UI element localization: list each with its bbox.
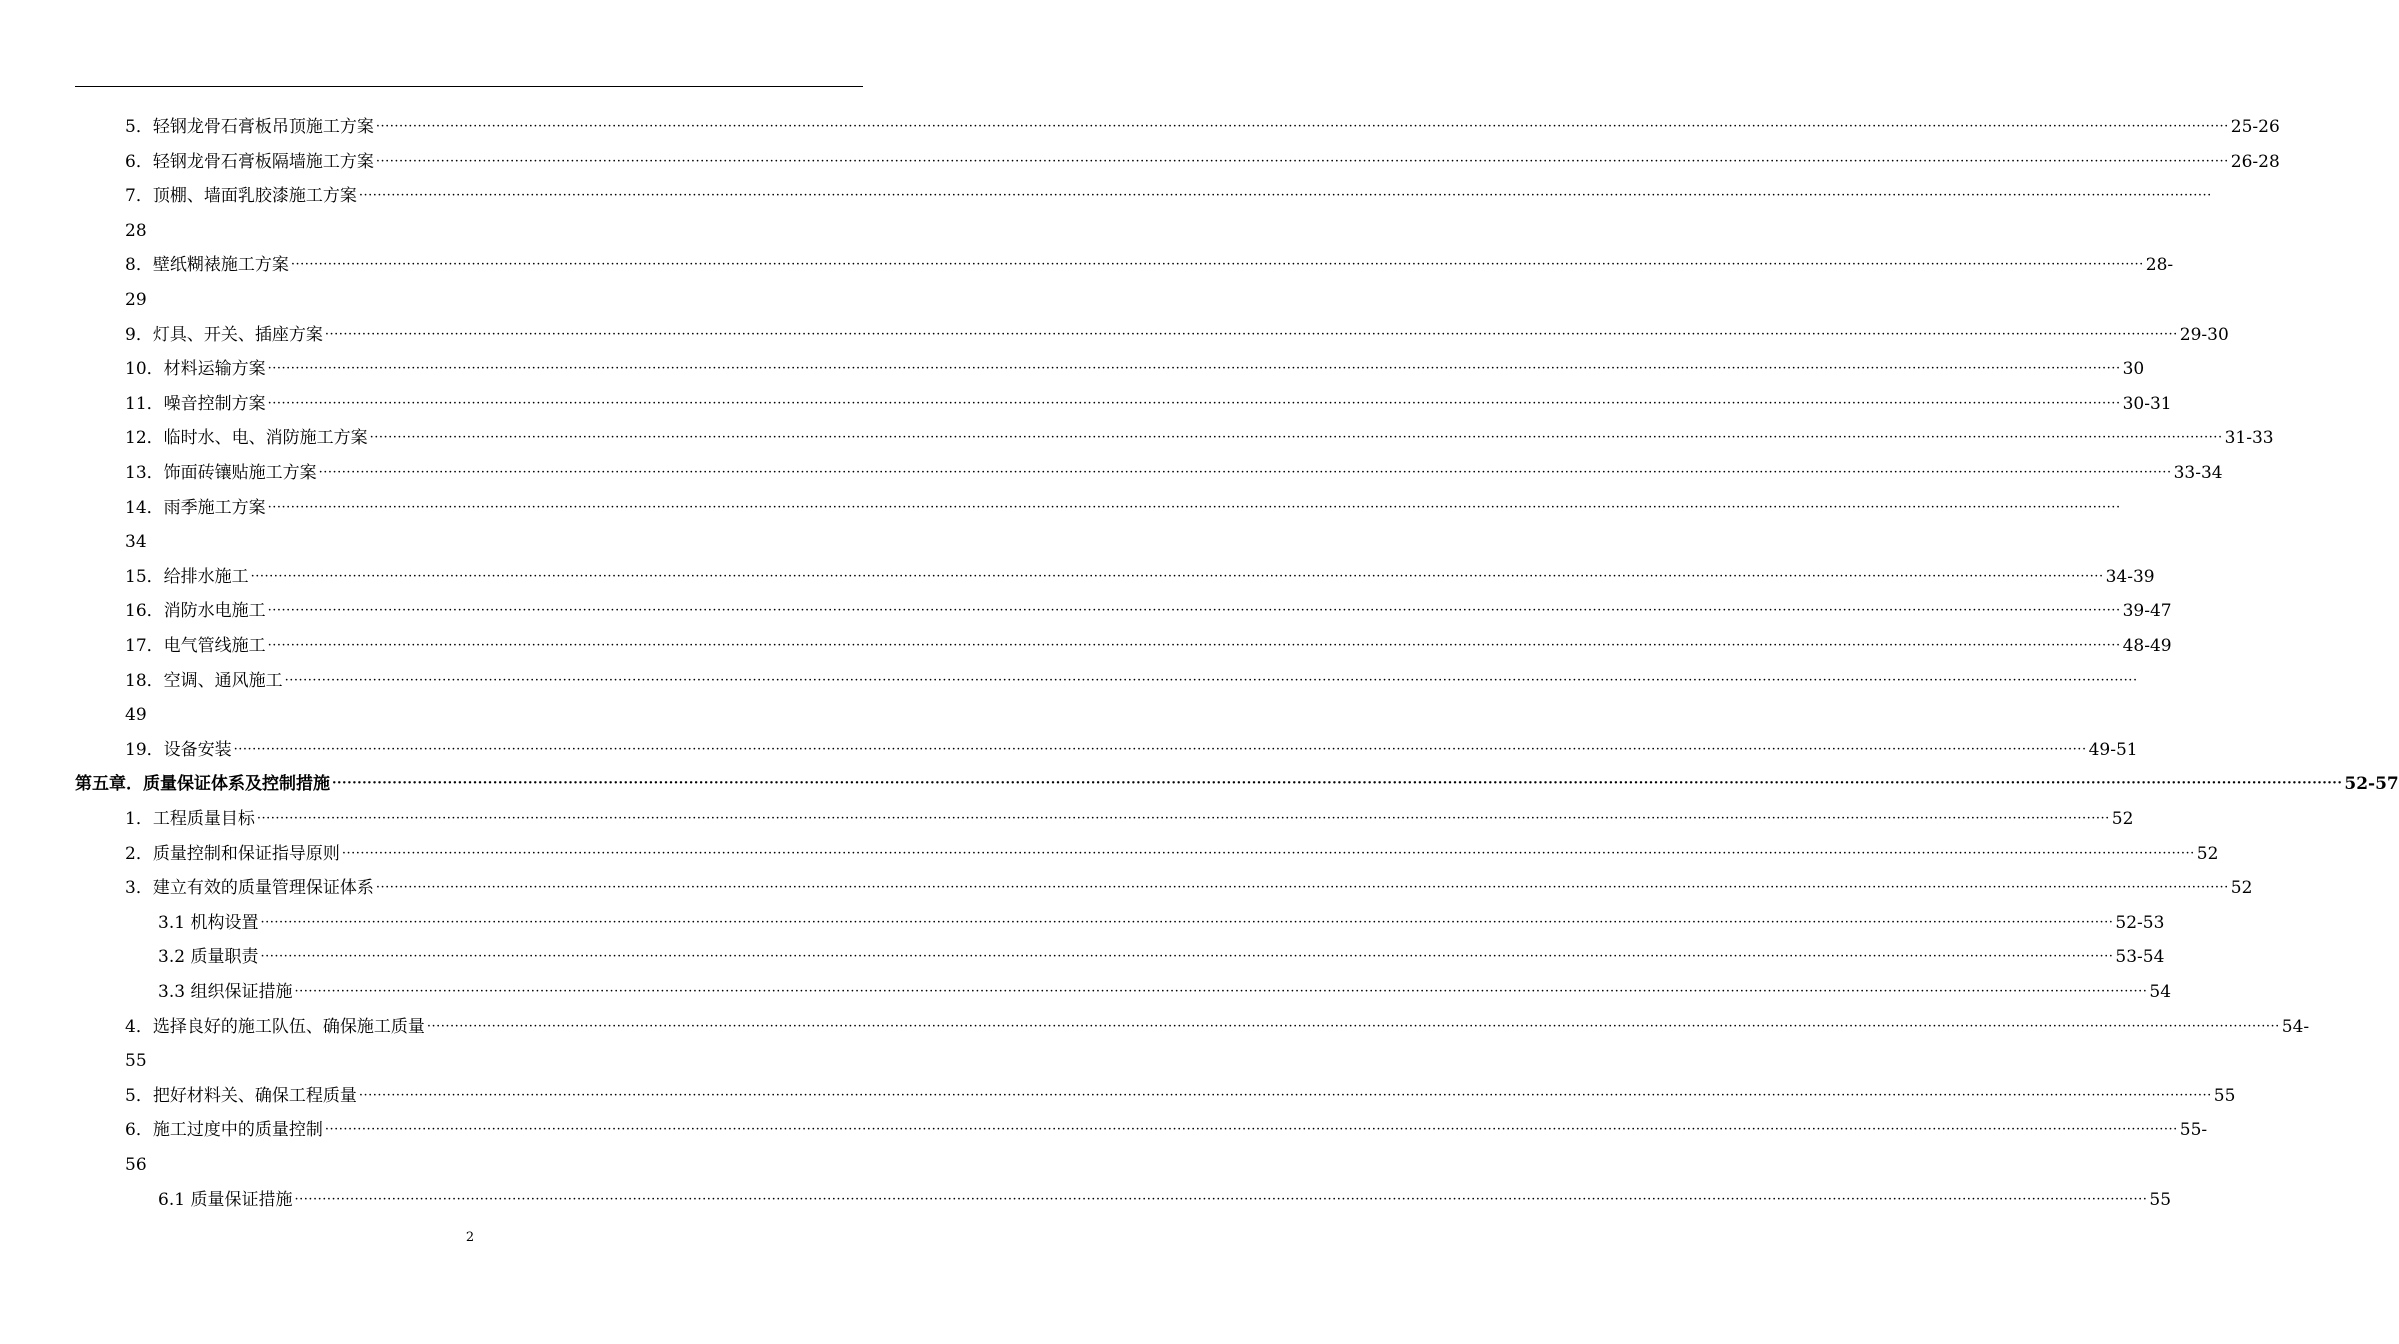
toc-entry[interactable] <box>0 1113 2208 1147</box>
toc-entry-title: 3.3 组织保证措施 <box>158 982 293 1002</box>
toc-entry[interactable] <box>0 1079 2236 1113</box>
dot-leader: ················································································································································································································································································································································································································ <box>267 638 2121 653</box>
toc-entry-page: 54- <box>2281 1016 2310 1037</box>
toc-entry-title: 18．空调、通风施工 <box>125 670 283 691</box>
dot-leader: ················································································································································································································································································································································································································ <box>375 880 2229 896</box>
toc-entry-page: 54 <box>2149 982 2172 1002</box>
toc-entry-page-continued: 56 <box>125 1155 147 1175</box>
dot-leader: ················································································································································································································································································································································································································ <box>233 741 2087 757</box>
toc-entry[interactable] <box>0 975 2172 1009</box>
toc-entry-title: 14．雨季施工方案 <box>125 497 266 518</box>
toc-entry-title: 9．灯具、开关、插座方案 <box>125 324 323 345</box>
toc-entry-page-continued: 29 <box>125 290 147 310</box>
toc-entry-page: 55- <box>2179 1120 2208 1141</box>
toc-entry-page: 53-54 <box>2115 947 2165 968</box>
toc-entry-title: 7．顶棚、墙面乳胶漆施工方案 <box>125 186 357 207</box>
dot-leader: ················································································································································································································································································································································································································ <box>294 1191 2148 1207</box>
dot-leader: ················································································································································································································································································································································································································ <box>369 430 2223 446</box>
toc-entry[interactable] <box>0 940 2165 974</box>
toc-entry[interactable] <box>0 594 2172 628</box>
toc-entry-title: 13．饰面砖镶贴施工方案 <box>125 463 317 483</box>
toc-entry-title: 6．轻钢龙骨石膏板隔墙施工方案 <box>125 151 374 172</box>
toc-entry-page: 34-39 <box>2105 566 2155 587</box>
toc-entry[interactable] <box>0 629 2172 663</box>
toc-entry[interactable] <box>0 318 2229 352</box>
toc-entry-page: 55 <box>2213 1085 2236 1106</box>
dot-leader: ················································································································································································································································································································································································································ <box>341 845 2195 861</box>
toc-entry[interactable] <box>0 1183 2172 1217</box>
toc-entry-title: 11．噪音控制方案 <box>125 393 266 414</box>
toc-entry-title: 16．消防水电施工 <box>125 601 266 622</box>
toc-entry-page: 30 <box>2122 359 2145 380</box>
dot-leader: ················································································································································································································································································································································································································ <box>290 257 2144 273</box>
toc-entry[interactable] <box>0 906 2165 940</box>
toc-entry-page: 30-31 <box>2122 393 2172 414</box>
toc-entry-page-continued: 34 <box>125 532 147 553</box>
toc-entry-page: 33-34 <box>2173 463 2223 483</box>
page-number: 2 <box>465 1230 475 1245</box>
toc-entry-page: 48-49 <box>2122 636 2172 656</box>
toc-entry-page: 25-26 <box>2230 117 2280 137</box>
dot-leader: ················································································································································································································································································································································································································ <box>260 949 2114 965</box>
toc-entry-title: 3.1 机构设置 <box>158 912 259 933</box>
toc-entry-title: 17．电气管线施工 <box>125 636 266 656</box>
toc-entry[interactable] <box>0 352 2145 386</box>
toc-entry-title: 5．轻钢龙骨石膏板吊顶施工方案 <box>125 117 374 137</box>
toc-entry[interactable] <box>0 560 2155 594</box>
toc-entry[interactable] <box>0 802 2134 836</box>
dot-leader: ················································································································································································································································································································································································································ <box>358 188 2212 204</box>
dot-leader: ················································································································································································································································································································································································································ <box>267 603 2121 619</box>
dot-leader: ················································································································································································································································································································································································································ <box>267 361 2121 377</box>
toc-entry-page: 26-28 <box>2230 151 2280 172</box>
toc-entry-page-continued: 28 <box>125 220 147 241</box>
toc-entry-title: 3．建立有效的质量管理保证体系 <box>125 878 374 899</box>
toc-entry-page: 28- <box>2145 255 2174 276</box>
toc-entry-title: 6.1 质量保证措施 <box>158 1189 293 1210</box>
dot-leader: ················································································································································································································································································································································································································ <box>324 326 2178 342</box>
dot-leader: ················································································································································································································································································································································································································ <box>267 395 2121 411</box>
toc-entry[interactable] <box>0 456 2223 490</box>
toc-entry-page: 49-51 <box>2088 739 2138 760</box>
toc-entry-page: 52 <box>2111 809 2134 829</box>
dot-leader: ················································································································································································································································································································································································································ <box>426 1018 2280 1034</box>
toc-entry-page: 52 <box>2230 878 2253 899</box>
toc-entry[interactable] <box>0 1010 2310 1044</box>
dot-leader: ················································································································································································································································································································································································································ <box>284 672 2138 688</box>
toc-entry[interactable] <box>0 179 2212 213</box>
toc-entry[interactable] <box>0 871 2253 905</box>
toc-entry[interactable] <box>0 664 2138 698</box>
dot-leader: ················································································································································································································································································································································································································ <box>318 465 2172 480</box>
toc-entry-page: 52-57 <box>2344 774 2399 795</box>
toc-entry-page: 55 <box>2149 1189 2172 1210</box>
toc-entry-page: 52 <box>2196 843 2219 864</box>
dot-leader: ················································································································································································································································································································································································································ <box>375 119 2229 134</box>
toc-entry-page: 52-53 <box>2115 912 2165 933</box>
toc-entry-title: 6．施工过度中的质量控制 <box>125 1120 323 1141</box>
dot-leader: ················································································································································································································································································································································································································ <box>260 914 2114 930</box>
toc-entry-title: 12．临时水、电、消防施工方案 <box>125 428 368 449</box>
dot-leader: ················································································································································································································································································································································································································ <box>294 984 2148 999</box>
toc-entry-page: 39-47 <box>2122 601 2172 622</box>
toc-entry-title: 19．设备安装 <box>125 739 232 760</box>
toc-entry-page-continued: 55 <box>125 1051 147 1072</box>
dot-leader: ················································································································································································································································································································································································································ <box>250 568 2104 584</box>
toc-entry[interactable] <box>0 421 2274 455</box>
dot-leader: ················································································································································································································································································································································································································ <box>256 811 2110 826</box>
toc-entry-page: 29-30 <box>2179 324 2229 345</box>
toc-entry-page: 31-33 <box>2224 428 2274 449</box>
toc-entry-title: 第五章．质量保证体系及控制措施 <box>75 774 330 795</box>
toc-chapter-entry[interactable] <box>0 767 2399 801</box>
dot-leader: ················································································································································································································································································································································································································ <box>332 776 2343 792</box>
toc-entry-page-continued: 49 <box>125 705 147 726</box>
dot-leader: ················································································································································································································································································································································································································ <box>375 153 2229 169</box>
dot-leader: ················································································································································································································································································································································································································ <box>267 499 2121 515</box>
toc-entry-title: 5．把好材料关、确保工程质量 <box>125 1085 357 1106</box>
toc-entry[interactable] <box>0 387 2172 421</box>
toc-entry-title: 4．选择良好的施工队伍、确保施工质量 <box>125 1016 425 1037</box>
toc-entry-title: 15．给排水施工 <box>125 566 249 587</box>
toc-entry[interactable] <box>0 248 2174 282</box>
toc-entry-title: 1．工程质量目标 <box>125 809 255 829</box>
toc-entry-title: 8．壁纸糊裱施工方案 <box>125 255 289 276</box>
toc-entry-title: 3.2 质量职责 <box>158 947 259 968</box>
toc-entry[interactable] <box>0 837 2219 871</box>
toc-entry-title: 10．材料运输方案 <box>125 359 266 380</box>
dot-leader: ················································································································································································································································································································································································································ <box>358 1087 2212 1103</box>
dot-leader: ················································································································································································································································································································································································································ <box>324 1122 2178 1138</box>
toc-entry-title: 2．质量控制和保证指导原则 <box>125 843 340 864</box>
toc-entry[interactable] <box>0 145 2280 179</box>
toc-entry[interactable] <box>0 110 2280 144</box>
header-rule <box>75 86 863 87</box>
toc-entry[interactable] <box>0 491 2121 525</box>
toc-entry[interactable] <box>0 733 2138 767</box>
